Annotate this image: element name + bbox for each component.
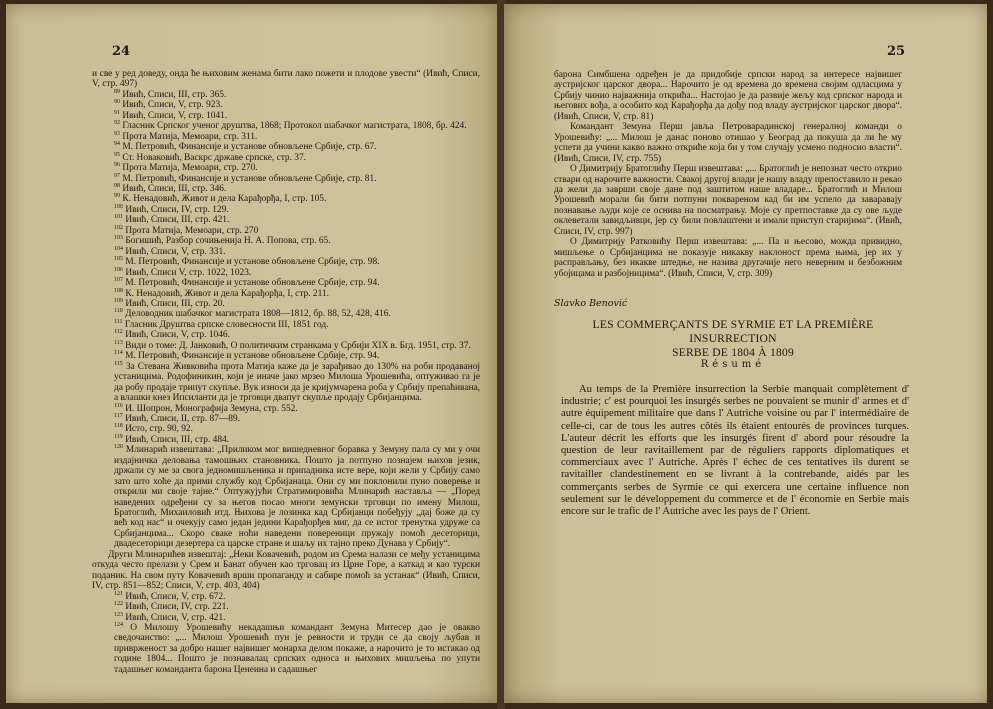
footnote-text: Ивић, Списи, III, стр. 20. bbox=[123, 298, 225, 309]
footnote-number: 124 bbox=[114, 621, 123, 628]
footnote-number: 94 bbox=[114, 141, 120, 148]
footnote-text: За Стевана Живковића прота Матија каже да је зарађивао до 130% на роби продаваној устаницима. Родофиникин, који је иначе јако мрзео Милоша Урошевића, оптуживао га је да робу продаје трипут скупље. Вук износи да је кријумчарена роба у Србију препаћивана, а влашки кнез Ипсиланти да је трговци двапут скупље продају Србијанцима. bbox=[114, 361, 480, 404]
title-line-2: SERBE DE 1804 À 1809 bbox=[672, 346, 794, 359]
footnote-number: 89 bbox=[114, 88, 120, 95]
footnote-text: Ивић, Списи, V, стр. 923. bbox=[120, 100, 223, 111]
footnote bbox=[92, 100, 480, 110]
footnotes-right bbox=[554, 70, 902, 279]
footnote-number: 113 bbox=[114, 339, 123, 346]
footnote-number: 108 bbox=[114, 287, 123, 294]
footnote-text: Ст. Новаковић, Васкрс државе српске, стр. 37. bbox=[120, 152, 307, 163]
footnote bbox=[92, 362, 480, 404]
footnote-number: 99 bbox=[114, 193, 120, 200]
footnote-text: Види о томе: Д. Јанковић, О политичким странкама у Србији XIX в. Бгд. 1951, стр. 37. bbox=[122, 340, 471, 351]
title-line-1: LES COMMERÇANTS DE SYRMIE ET LA PREMIÈRE INSURRECTION bbox=[592, 318, 874, 345]
footnote bbox=[92, 215, 480, 225]
footnote-number: 112 bbox=[114, 329, 123, 336]
footnote-number: 100 bbox=[114, 203, 123, 210]
footnote bbox=[92, 121, 480, 131]
footnote-number: 117 bbox=[114, 412, 123, 419]
footnote-text: Ивић, Списи, V, стр. 1046. bbox=[122, 330, 230, 341]
footnote-text: Ивић, Списи, IV, стр. 221. bbox=[123, 602, 229, 613]
footnote bbox=[92, 205, 480, 215]
footnote bbox=[92, 153, 480, 163]
footnote-number: 101 bbox=[114, 214, 123, 221]
footnote bbox=[92, 414, 480, 424]
footnote bbox=[92, 341, 480, 351]
footnote-text: Гласник Друштва српске словесности III, 1851 год. bbox=[122, 319, 329, 330]
footnote bbox=[92, 194, 480, 204]
footnote bbox=[92, 330, 480, 340]
footnote-text: Ивић, Списи, III, стр. 346. bbox=[120, 183, 227, 194]
footnote-number: 114 bbox=[114, 350, 123, 357]
footnote-text: К. Ненадовић, Живот и дела Карађорђа, I, стр. 105. bbox=[120, 194, 327, 205]
footnote bbox=[92, 623, 480, 675]
footnote-text: М. Петровић, Финансије и установе обновљене Србије, стр. 81. bbox=[120, 173, 377, 184]
footnote-number: 97 bbox=[114, 172, 120, 179]
article-author: Slavko Benović bbox=[554, 298, 628, 309]
footnote-number: 104 bbox=[114, 245, 123, 252]
footnote bbox=[92, 226, 480, 236]
right-page bbox=[504, 4, 987, 703]
footnote-text: Млинарић извештава: „Приликом мог вишедневног боравка у Земуну пала су ми у очи издајничка деловања тамошњих становника. Пошто ја потпуно познајем њихов језик, држали су ме за свога једномишљеника и припадника исте вере, који жели у Србију само зато што хоће да прими службу код Србијанаца. Они су ми поклонили пуно поверење и открили ми своје тајне.“ Оптужујући Стратимировића Млинарић наставља — „Поред наведених одређени су за његов посао многи земунски трговци по имену Милош, Братоглић, Михаиловић итд. Њихова је лозинка кад Србијанци побеђују „дај боже да су већ код нас“ и очекују само један једини Карађорђев миг, да се истог тренутка удруже са Србијанцима... Скоро сваке ноћи наведени повереници пружају помоћ десеторици, двадесеторици дезертера са царске стране и шаљу их тајно преко Дунава у Србију“. bbox=[114, 445, 480, 550]
footnote-number: 102 bbox=[114, 224, 123, 231]
footnote-text: Ивић, Списи, V, стр. 672. bbox=[123, 591, 226, 602]
article-title bbox=[560, 318, 906, 360]
paragraph: О Димитрију Братоглићу Перш извештава: „... Братоглић је непознат често открио ствари од нарочите важности. Свакој другој влади је нашу владу препоставило и рекао да жели да заврши своје дане под заштитом наше владаре... Братоглић и Милош Урошевић морали би бити потпуни поквареном кад би им успело да заваравају познавање људи које се оснива на посматрању. Моје су претпоставке да су ове људе оклеветали завидљивци, јер су били повлаштени и имали приступ старијима“. (Ивић, Списи, IV, стр. 997) bbox=[554, 164, 902, 237]
footnote bbox=[92, 247, 480, 257]
footnote bbox=[92, 435, 480, 445]
footnote bbox=[92, 309, 480, 319]
footnote-number: 116 bbox=[114, 402, 123, 409]
paragraph: Командант Земуна Перш јавља Петроварадинској генералној команди о Урошевићу: „... Милош је данас поново отишао у Београд да покуша да ли ће му успети да учини какво важно откриће која би у том случају усмено подносио власти“. (Ивић, Списи, IV, стр. 755) bbox=[554, 122, 902, 164]
footnote-number: 95 bbox=[114, 151, 120, 158]
footnote-text: М. Петровић, Финансије и установе обновљене Србије, стр. 67. bbox=[120, 142, 377, 153]
footnote-number: 111 bbox=[114, 318, 123, 325]
footnote-number: 119 bbox=[114, 433, 123, 440]
footnote-number: 123 bbox=[114, 611, 123, 618]
footnote bbox=[92, 320, 480, 330]
paragraph: О Димитрију Ратковићу Перш извештава: „... Па и њесово, можда привидно, мишљење о Србијанцима не показује никакву наклоност према њима, јер их у расправљању, без икакве штедње, не назива другачије него неверним и безбожним убојицама и разбојницима“. (Ивић, Списи, V, стр. 309) bbox=[554, 237, 902, 279]
footnote-text: Деловодник шабачког магистрата 1808—1812, бр. 88, 52, 428, 416. bbox=[122, 309, 391, 320]
footnote-text: Прота Матија, Мемоари, стр. 311. bbox=[120, 131, 258, 142]
footnote bbox=[92, 445, 480, 550]
footnote bbox=[92, 90, 480, 100]
footnote-text: Прота Матија, Мемоари, стр. 270 bbox=[123, 225, 259, 236]
footnote bbox=[92, 236, 480, 246]
footnote-text: Ивић, Списи, II, стр. 87—89. bbox=[122, 413, 241, 424]
footnote bbox=[92, 289, 480, 299]
footnote bbox=[92, 163, 480, 173]
footnote-number: 105 bbox=[114, 256, 123, 263]
footnote-text: Ивић, Списи, V, стр. 1041. bbox=[120, 110, 228, 121]
footnote bbox=[92, 132, 480, 142]
footnote-text: М. Петровић, Финансије и установе обновљене Србије, стр. 94. bbox=[123, 278, 380, 289]
footnote bbox=[92, 278, 480, 288]
footnote-number: 98 bbox=[114, 182, 120, 189]
footnote bbox=[92, 299, 480, 309]
resume-paragraph: Au temps de la Première insurrection la Serbie manquait complètement d' industrie; c' est pourquoi les insurgés serbes ne pouvaient se munir d' armes et d' autre équipement militaire que dans l' Autriche voisine ou par l' intermédiaire de celle-ci, car de tous les autres côtés ils étaient entourés de provinces turques. L'auteur décrit les efforts que les insurgés firent d' abord pour résoudre la question de leur ravitaillement par de réguliers rapports diplomatiques et commerciaux avec l' Autriche. Après l' échec de ces tentatives ils durent se ravitailler clandestinement en se livrant à la contrebande, aidés par les commerçants serbes de Syrmie ce qui exercera une certaine influence non seulement sur le développement du commerce et de l' économie en Serbie mais encore sur le trafic de l' Autriche avec les pays de l' Orient. bbox=[561, 384, 909, 518]
footnote-number: 93 bbox=[114, 130, 120, 137]
footnote bbox=[92, 142, 480, 152]
footnote bbox=[92, 174, 480, 184]
paragraph: барона Симбшена одређен је да придобије српски народ за интересе највишег аустријског царског двора... Нарочито је од времена до времена својим одласцима у Србију чинио најважнија открића... Настојао је да развије жељу код српског народа и његових вођа, а особито код Карађорђа да дођу под владу аустријског царског двора“. (Ивић, Списи, V, стр. 81) bbox=[554, 70, 902, 122]
footnote bbox=[92, 592, 480, 602]
footnote-text: Богишић, Разбор сочињенија Н. А. Попова, стр. 65. bbox=[123, 236, 331, 247]
footnote-text: Ивић, Списи, IV, стр. 129. bbox=[123, 204, 229, 215]
resume-heading: Résumé bbox=[700, 359, 766, 370]
footnote-text: Ивић, Списи, III, стр. 421. bbox=[123, 215, 230, 226]
footnote-text: К. Ненадовић, Живот и дела Карађорђа, I, стр. 211. bbox=[123, 288, 329, 299]
footnote-text: М. Петровић, Финансије и установе обновљене Србије, стр. 98. bbox=[123, 257, 380, 268]
footnote-number: 96 bbox=[114, 161, 120, 168]
footnote bbox=[92, 602, 480, 612]
footnote-number: 110 bbox=[114, 308, 123, 315]
footnote bbox=[92, 184, 480, 194]
footnote-number: 106 bbox=[114, 266, 123, 273]
footnote bbox=[92, 257, 480, 267]
footnote bbox=[92, 613, 480, 623]
footnote-text: Гласник Српског ученог друштва, 1868; Протокол шабачког магистрата, 1808, бр. 424. bbox=[120, 121, 467, 132]
footnote-number: 92 bbox=[114, 120, 120, 127]
footnote-number: 120 bbox=[114, 444, 123, 451]
footnote-text: Прота Матија, Мемоари, стр. 270. bbox=[120, 163, 258, 174]
paragraph: и све у ред доведу, онда ће њиховим женама бити лако пожети и плодове увести“ (Ивић, Списи, V, стр. 497) bbox=[92, 69, 480, 90]
footnote bbox=[92, 351, 480, 361]
paragraph: Други Млинарићев извештај: „Неки Ковачевић, родом из Срема налази се међу устаницима откуда често прелази у Срем и Банат обучен као трговац из Црне Горе, а каткад и као турски поданик. На свом путу Ковачевић врши пропаганду и сабире помоћ за устанак“ (Ивић, Списи, IV, стр. 851—852; Списи, V, стр. 403, 404) bbox=[92, 549, 480, 592]
footnote-number: 103 bbox=[114, 235, 123, 242]
footnote-number: 109 bbox=[114, 297, 123, 304]
footnote-text: М. Петровић, Финансије и установе обновљене Србије, стр. 94. bbox=[122, 351, 380, 362]
footnotes-left bbox=[92, 69, 480, 675]
footnote-number: 115 bbox=[114, 360, 123, 367]
footnote bbox=[92, 268, 480, 278]
footnote-text: Ивић, Списи, V, стр. 331. bbox=[123, 246, 226, 257]
footnote-text: Ивић, Списи, III, стр. 365. bbox=[120, 89, 227, 100]
footnote bbox=[92, 404, 480, 414]
footnote-text: Ивић, Списи, V, стр. 421. bbox=[123, 612, 226, 623]
footnote-number: 90 bbox=[114, 99, 120, 106]
footnote-number: 121 bbox=[114, 590, 123, 597]
footnote-text: Ивић, Списи, III, стр. 484. bbox=[122, 434, 230, 445]
footnote-number: 122 bbox=[114, 600, 123, 607]
resume-body bbox=[561, 384, 909, 518]
footnote-text: О Милошу Урошевићу некадашњи командант Земуна Митесер дао је овакво сведочанство: „... Милош Урошевић пун је ревности и труди се да своју љубав и привржeност за добро нашег највишег монарха делом покаже, а нарочито је то истакао од године 1804... Пошто је познавалац српских односа и њихових мишљења по упути тадашњег команданта барона Ценеина и садашњег bbox=[114, 623, 480, 675]
footnote-text: Исто, стр. 90, 92. bbox=[122, 424, 193, 435]
footnote-text: И. Шопрон, Монографија Земуна, стр. 552. bbox=[122, 403, 298, 414]
page-number-left: 24 bbox=[112, 44, 131, 59]
footnote-number: 118 bbox=[114, 423, 123, 430]
footnote bbox=[92, 111, 480, 121]
footnote-number: 107 bbox=[114, 276, 123, 283]
footnote-number: 91 bbox=[114, 109, 120, 116]
footnote-text: Ивић, Списи V, стр. 1022, 1023. bbox=[123, 267, 252, 278]
left-page bbox=[6, 4, 498, 703]
page-number-right: 25 bbox=[887, 44, 906, 59]
footnote bbox=[92, 424, 480, 434]
